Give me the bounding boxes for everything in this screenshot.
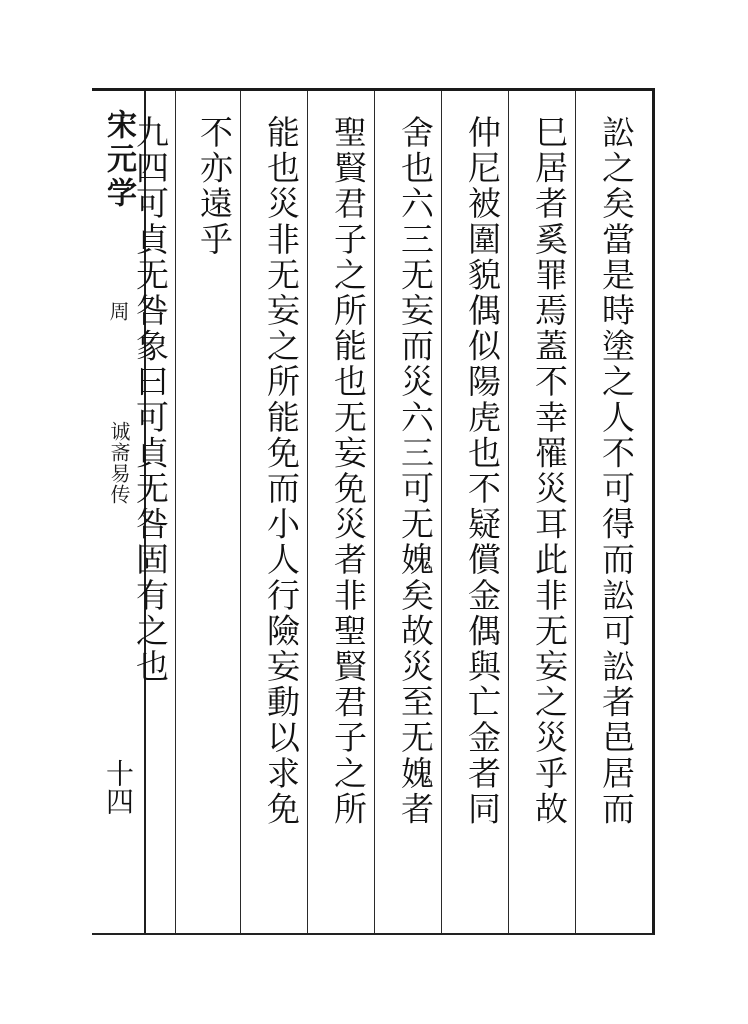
- column-divider: [508, 91, 509, 933]
- margin-page-number: 十四: [102, 759, 135, 815]
- column-divider: [307, 91, 308, 933]
- column-divider: [575, 91, 576, 933]
- text-column: 能也災非无妄之所能免而小人行險妄動以求免: [262, 115, 301, 827]
- column-divider: [175, 91, 176, 933]
- text-column: 舍也六三无妄而災六三可无媿矣故災至无媿者: [396, 115, 435, 827]
- text-column: 仲尼被圍貌偶似陽虎也不疑償金偶與亡金者同: [463, 115, 502, 827]
- margin-section-label: 周: [106, 301, 130, 323]
- column-divider: [441, 91, 442, 933]
- margin-subtitle: 诚斋易传: [107, 421, 131, 505]
- text-column: 聖賢君子之所能也无妄免災者非聖賢君子之所: [329, 115, 368, 827]
- text-column: 九四可貞无咎象曰可貞无咎固有之也: [131, 115, 170, 685]
- text-column: 不亦遠乎: [195, 115, 234, 258]
- column-divider: [374, 91, 375, 933]
- margin-book-title: 宋元学: [101, 109, 136, 211]
- page-frame: [92, 88, 655, 935]
- column-divider: [240, 91, 241, 933]
- text-column: 巳居者奚罪焉蓋不幸罹災耳此非无妄之災乎故: [530, 115, 569, 827]
- text-column: 訟之矣當是時塗之人不可得而訟可訟者邑居而: [597, 115, 636, 827]
